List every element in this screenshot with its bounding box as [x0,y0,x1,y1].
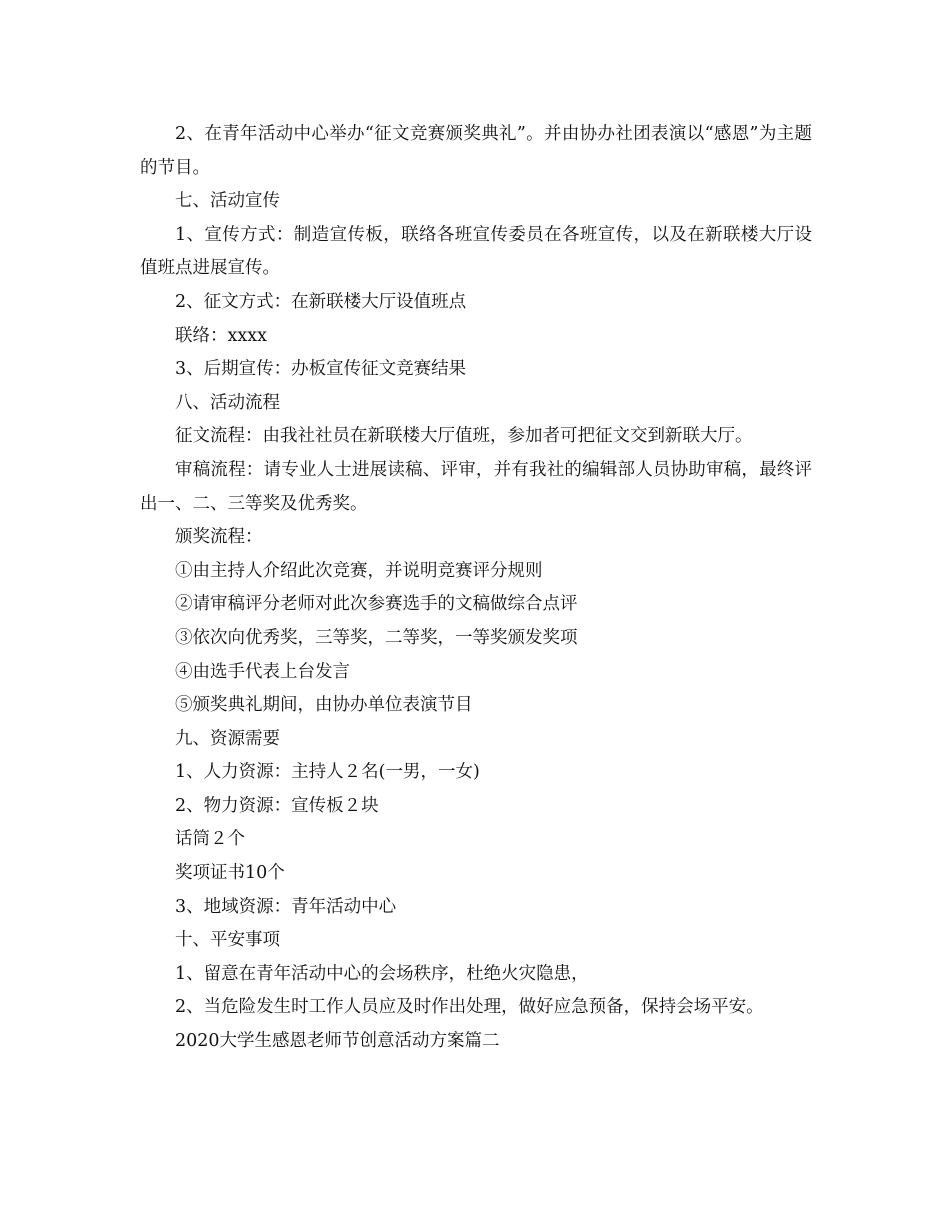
paragraph-essay-process: 征文流程：由我社社员在新联楼大厅值班，参加者可把征文交到新联大厅。 [175,426,753,447]
paragraph-contact: 联络：xxxx [175,325,267,346]
document-body [140,118,812,1059]
list-item-step-1: ①由主持人介绍此次竞赛，并说明竞赛评分规则 [175,560,543,581]
heading-publicity: 七、活动宣传 [175,191,280,212]
list-item-step-3: ③依次向优秀奖，三等奖，二等奖，一等奖颁发奖项 [175,627,578,648]
paragraph-essay-method: 2、征文方式：在新联楼大厅设值班点 [175,291,467,312]
section-title-part-two: 2020大学生感恩老师节创意活动方案篇二 [175,1031,500,1052]
paragraph-venue-resources: 3、地域资源：青年活动中心 [175,896,397,917]
paragraph-microphones: 话筒２个 [175,829,245,850]
paragraph-award-ceremony: 2、在青年活动中心举办“征文竞赛颁奖典礼”。并由协办社团表演以“感恩”为主题的节目。 [140,124,812,178]
paragraph-award-process: 颁奖流程： [175,527,263,548]
list-item-step-4: ④由选手代表上台发言 [175,661,350,682]
paragraph-material-resources: 2、物力资源：宣传板２块 [175,795,379,816]
paragraph-safety-emergency: 2、当危险发生时工作人员应及时作出处理，做好应急预备，保持会场平安。 [175,997,764,1018]
heading-safety: 十、平安事项 [175,930,280,951]
paragraph-later-publicity: 3、后期宣传：办板宣传征文竞赛结果 [175,359,467,380]
paragraph-safety-order: 1、留意在青年活动中心的会场秩序，杜绝火灾隐患， [175,963,589,984]
heading-activity-process: 八、活动流程 [175,392,280,413]
paragraph-review-process: 审稿流程：请专业人士进展读稿、评审，并有我社的编辑部人员协助审稿，最终评出一、二、三等奖及优秀奖。 [140,459,812,514]
paragraph-certificates: 奖项证书10个 [175,863,285,884]
list-item-step-2: ②请审稿评分老师对此次参赛选手的文稿做综合点评 [175,594,578,615]
paragraph-publicity-method: 1、宣传方式：制造宣传板，联络各班宣传委员在各班宣传，以及在新联楼大厅设值班点进展宣传。 [140,224,812,279]
list-item-step-5: ⑤颁奖典礼期间，由协办单位表演节目 [175,695,473,716]
heading-resources: 九、资源需要 [175,728,280,749]
paragraph-human-resources: 1、人力资源：主持人２名(一男，一女) [175,762,480,783]
